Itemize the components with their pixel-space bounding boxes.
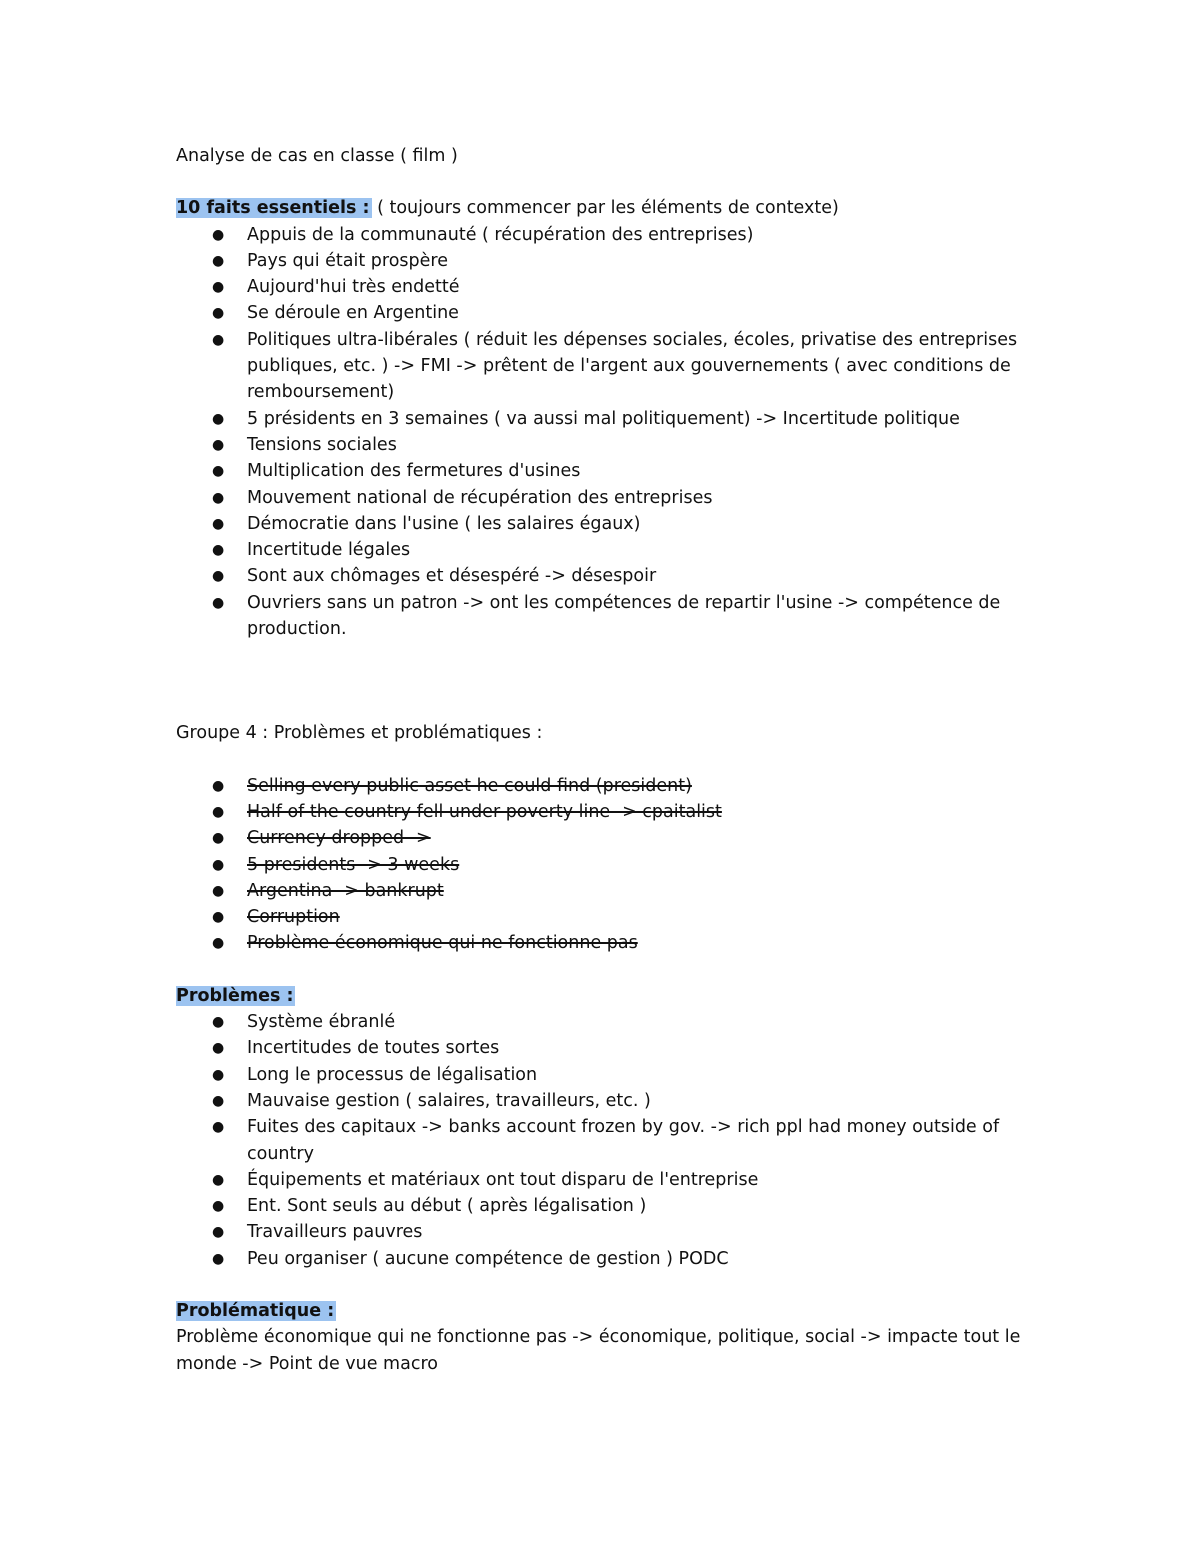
problematique-text: Problème économique qui ne fonctionne pas -> économique, politique, social -> impacte tout le monde -> Point de vue macro	[176, 1327, 1021, 1374]
bullet-icon: ●	[212, 410, 225, 427]
list-item: ● Argentina -> bankrupt	[176, 878, 1036, 904]
bullet-icon: ●	[212, 489, 225, 506]
list-item: ● Fuites des capitaux -> banks account frozen by gov. -> rich ppl had money outside of country	[176, 1114, 1036, 1167]
spacer	[176, 1272, 1036, 1298]
list-item: ● Ouvriers sans un patron -> ont les compétences de repartir l'usine -> compétence de production.	[176, 590, 1036, 643]
list-item: ● Incertitudes de toutes sortes	[176, 1035, 1036, 1061]
list-item: ● Currency dropped ->	[176, 825, 1036, 851]
list-item: ● Se déroule en Argentine	[176, 300, 1036, 326]
list-item: ● Système ébranlé	[176, 1009, 1036, 1035]
list-item: ● Peu organiser ( aucune compétence de gestion ) PODC	[176, 1246, 1036, 1272]
bullet-icon: ●	[212, 515, 225, 532]
spacer	[176, 642, 1036, 720]
list-item: ● Multiplication des fermetures d'usines	[176, 458, 1036, 484]
bullet-icon: ●	[212, 1171, 225, 1188]
bullet-icon: ●	[212, 226, 225, 243]
list-item: ● Équipements et matériaux ont tout disparu de l'entreprise	[176, 1167, 1036, 1193]
list-item: ● Appuis de la communauté ( récupération des entreprises)	[176, 222, 1036, 248]
document-title: Analyse de cas en classe ( film )	[176, 146, 458, 166]
problematique-heading: Problématique :	[176, 1300, 335, 1321]
list-item: ● Selling every public asset he could find (president)	[176, 773, 1036, 799]
bullet-icon: ●	[212, 436, 225, 453]
list-item: ● Sont aux chômages et désespéré -> désespoir	[176, 563, 1036, 589]
bullet-icon: ●	[212, 594, 225, 611]
bullet-icon: ●	[212, 1119, 225, 1136]
list-item: ● Problème économique qui ne fonctionne pas	[176, 930, 1036, 956]
problemes-heading: Problèmes :	[176, 985, 294, 1006]
list-item: ● Pays qui était prospère	[176, 248, 1036, 274]
bullet-icon: ●	[212, 463, 225, 480]
problemes-heading-line	[176, 983, 1036, 1009]
problematique-heading-line	[176, 1298, 1036, 1324]
bullet-icon: ●	[212, 909, 225, 926]
bullet-icon: ●	[212, 830, 225, 847]
bullet-icon: ●	[212, 856, 225, 873]
list-item: ● Mauvaise gestion ( salaires, travailleurs, etc. )	[176, 1088, 1036, 1114]
bullet-icon: ●	[212, 542, 225, 559]
spacer	[176, 957, 1036, 983]
bullet-icon: ●	[212, 305, 225, 322]
spacer	[176, 747, 1036, 773]
problemes-list	[176, 1009, 1036, 1272]
list-item: ● 5 presidents -> 3 weeks	[176, 852, 1036, 878]
bullet-icon: ●	[212, 777, 225, 794]
bullet-icon: ●	[212, 1198, 225, 1215]
bullet-icon: ●	[212, 1250, 225, 1267]
bullet-icon: ●	[212, 279, 225, 296]
bullet-icon: ●	[212, 935, 225, 952]
bullet-icon: ●	[212, 1092, 225, 1109]
list-item: ● Ent. Sont seuls au début ( après légalisation )	[176, 1193, 1036, 1219]
document-page	[176, 143, 1036, 1377]
list-item: ● Long le processus de légalisation	[176, 1062, 1036, 1088]
faits-heading: 10 faits essentiels :	[176, 198, 370, 219]
list-item: ● Half of the country fell under poverty line -> cpaitalist	[176, 799, 1036, 825]
faits-heading-note: ( toujours commencer par les éléments de contexte)	[371, 198, 839, 219]
list-item: ● Tensions sociales	[176, 432, 1036, 458]
groupe-list	[176, 773, 1036, 957]
list-item: ● Corruption	[176, 904, 1036, 930]
bullet-icon: ●	[212, 1040, 225, 1057]
list-item: ● Mouvement national de récupération des entreprises	[176, 485, 1036, 511]
list-item: ● Politiques ultra-libérales ( réduit les dépenses sociales, écoles, privatise des entreprises publiques, etc. ) -> FMI -> prêtent de l'argent aux gouvernements ( avec conditions de remboursement)	[176, 327, 1036, 406]
list-item: ● Incertitude légales	[176, 537, 1036, 563]
bullet-icon: ●	[212, 1224, 225, 1241]
groupe-heading: Groupe 4 : Problèmes et problématiques :	[176, 723, 543, 744]
list-item: ● Démocratie dans l'usine ( les salaires égaux)	[176, 511, 1036, 537]
bullet-icon: ●	[212, 882, 225, 899]
bullet-icon: ●	[212, 1014, 225, 1031]
list-item: ● 5 présidents en 3 semaines ( va aussi mal politiquement) -> Incertitude politique	[176, 406, 1036, 432]
faits-list	[176, 222, 1036, 643]
bullet-icon: ●	[212, 331, 225, 348]
spacer	[176, 169, 1036, 195]
faits-heading-line	[176, 195, 1036, 221]
bullet-icon: ●	[212, 1066, 225, 1083]
bullet-icon: ●	[212, 568, 225, 585]
list-item: ● Travailleurs pauvres	[176, 1219, 1036, 1245]
list-item: ● Aujourd'hui très endetté	[176, 274, 1036, 300]
bullet-icon: ●	[212, 803, 225, 820]
bullet-icon: ●	[212, 252, 225, 269]
